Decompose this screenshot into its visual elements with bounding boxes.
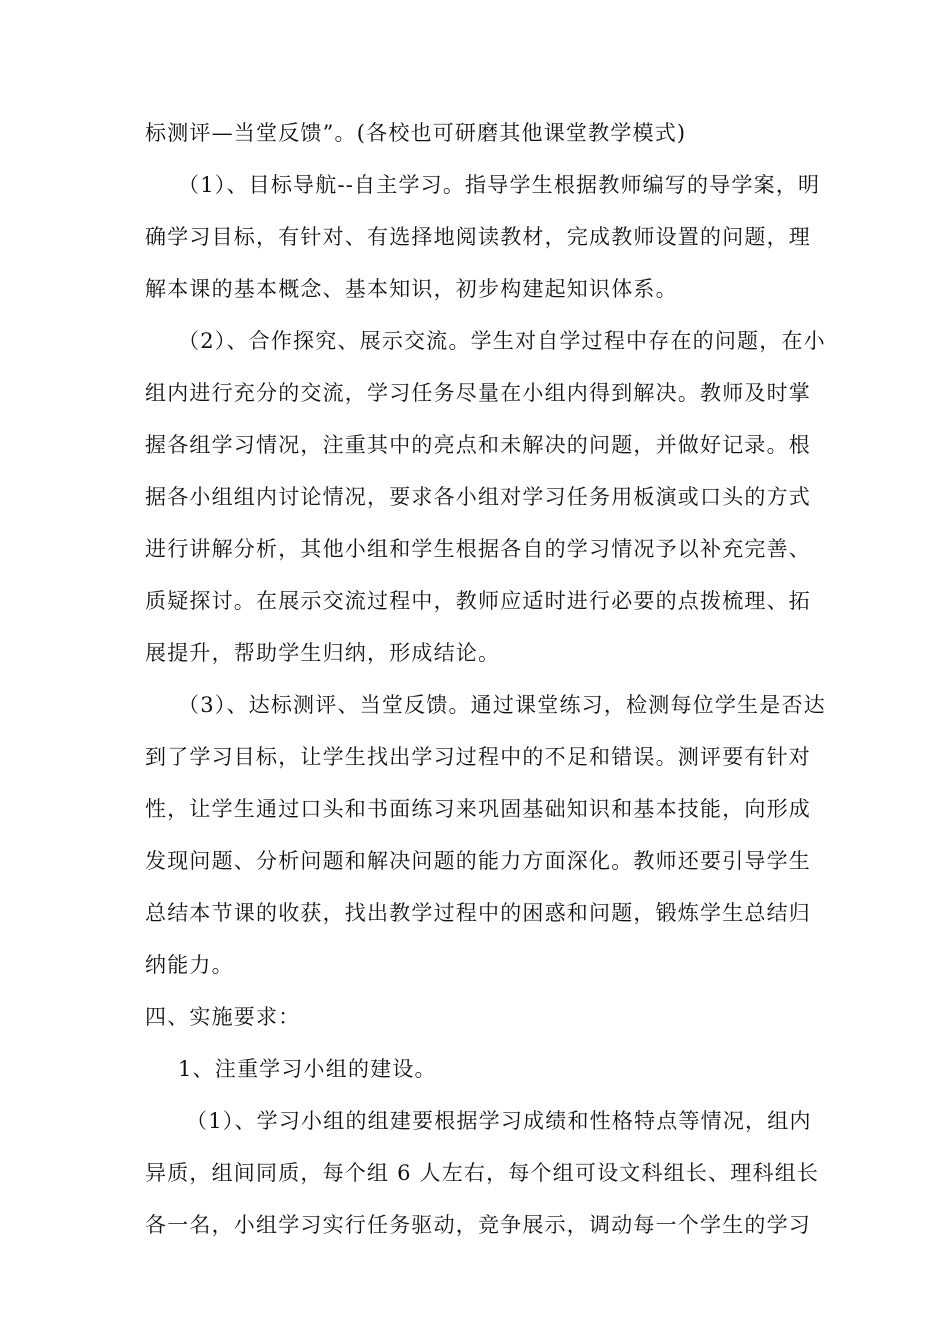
text-line: 确学习目标，有针对、有选择地阅读教材，完成教师设置的问题，理 <box>145 225 811 249</box>
section-heading: 四、实施要求： <box>145 1005 301 1029</box>
text-line: 握各组学习情况，注重其中的亮点和未解决的问题，并做好记录。根 <box>145 433 811 457</box>
text-line: 展提升，帮助学生归纳，形成结论。 <box>145 641 501 665</box>
text-line: 组内进行充分的交流，学习任务尽量在小组内得到解决。教师及时掌 <box>145 381 811 405</box>
text-line: 各一名，小组学习实行任务驱动，竞争展示，调动每一个学生的学习 <box>145 1213 811 1237</box>
text-line: 据各小组组内讨论情况，要求各小组对学习任务用板演或口头的方式 <box>145 485 811 509</box>
text-line: 性，让学生通过口头和书面练习来巩固基础知识和基本技能，向形成 <box>145 797 811 821</box>
text-line: 到了学习目标，让学生找出学习过程中的不足和错误。测评要有针对 <box>145 745 811 769</box>
subsection-heading: 1、注重学习小组的建设。 <box>178 1057 437 1081</box>
text-line: （3）、达标测评、当堂反馈。通过课堂练习，检测每位学生是否达 <box>178 693 826 717</box>
text-line: （1）、学习小组的组建要根据学习成绩和性格特点等情况，组内 <box>186 1109 812 1133</box>
text-line: （2）、合作探究、展示交流。学生对自学过程中存在的问题，在小 <box>178 329 826 353</box>
text-line: （1）、目标导航--自主学习。指导学生根据教师编写的导学案，明 <box>178 173 821 197</box>
text-line: 总结本节课的收获，找出教学过程中的困惑和问题，锻炼学生总结归 <box>145 901 811 925</box>
text-line: 进行讲解分析，其他小组和学生根据各自的学习情况予以补充完善、 <box>145 537 811 561</box>
text-line: 异质，组间同质，每个组 6 人左右，每个组可设文科组长、理科组长 <box>145 1161 820 1185</box>
text-line: 质疑探讨。在展示交流过程中，教师应适时进行必要的点拨梳理、拓 <box>145 589 811 613</box>
text-line: 解本课的基本概念、基本知识，初步构建起知识体系。 <box>145 277 678 301</box>
text-line: 发现问题、分析问题和解决问题的能力方面深化。教师还要引导学生 <box>145 849 811 873</box>
text-line: 标测评—当堂反馈”。(各校也可研磨其他课堂教学模式) <box>145 121 687 145</box>
text-line: 纳能力。 <box>145 953 234 977</box>
